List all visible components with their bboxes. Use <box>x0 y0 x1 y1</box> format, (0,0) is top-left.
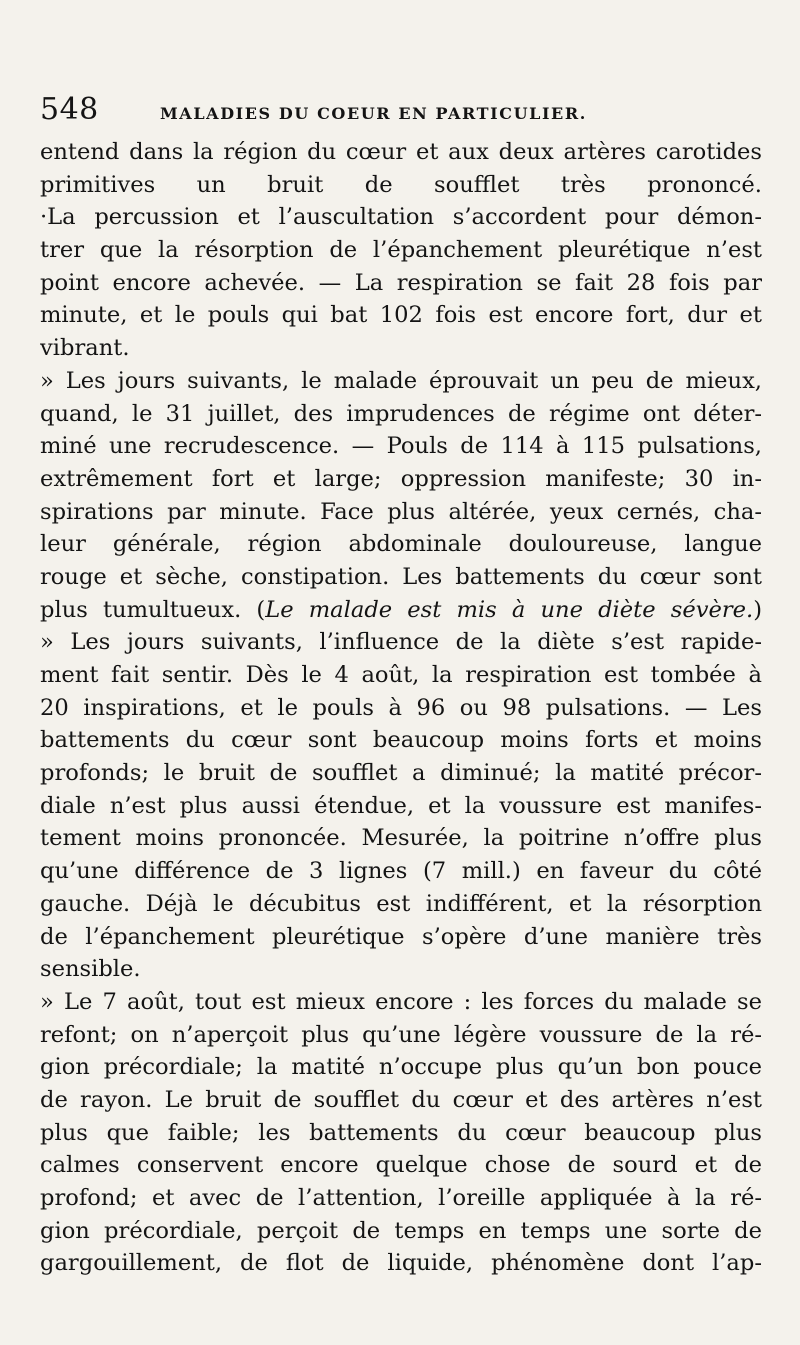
text-line: rouge et sèche, constipation. Les battements du cœur sont <box>40 563 762 590</box>
running-title: MALADIES DU COEUR EN PARTICULIER. <box>160 104 587 123</box>
text-line: » Les jours suivants, l’influence de la diète s’est rapide- <box>40 629 762 656</box>
text-line: plus tumultueux. (Le malade est mis à une diète sévère.) <box>40 596 762 623</box>
text-line: point encore achevée. — La respiration se fait 28 fois par <box>40 269 762 296</box>
text-line: leur générale, région abdominale douloureuse, langue <box>40 531 762 558</box>
text-line: profonds; le bruit de soufflet a diminué; la matité précor- <box>40 760 762 787</box>
text-line: entend dans la région du cœur et aux deux artères carotides <box>40 139 762 165</box>
text-line: spirations par minute. Face plus altérée, yeux cernés, cha- <box>40 498 762 525</box>
text-line: tement moins prononcée. Mesurée, la poitrine n’offre plus <box>40 825 762 852</box>
text-line: extrêmement fort et large; oppression manifeste; 30 in- <box>40 465 762 492</box>
text-line: battements du cœur sont beaucoup moins forts et moins <box>40 727 762 754</box>
text-line: 20 inspirations, et le pouls à 96 ou 98 pulsations. — Les <box>40 694 762 721</box>
text-line: gauche. Déjà le décubitus est indifférent, et la résorption <box>40 890 762 917</box>
body-text <box>40 136 762 1280</box>
page-header <box>40 92 762 136</box>
text-line: ·La percussion et l’auscultation s’accordent pour démon- <box>40 204 762 231</box>
text-line: profond; et avec de l’attention, l’oreille appliquée à la ré- <box>40 1185 762 1211</box>
text-line: calmes conservent encore quelque chose de sourd et de <box>40 1152 762 1179</box>
text-line: refont; on n’aperçoit plus qu’une légère voussure de la ré- <box>40 1021 762 1048</box>
text-line: de rayon. Le bruit de soufflet du cœur et des artères n’est <box>40 1086 762 1113</box>
book-page <box>40 92 762 1280</box>
text-line: ment fait sentir. Dès le 4 août, la respiration est tombée à <box>40 662 762 688</box>
text-line: gion précordiale; la matité n’occupe plus qu’un bon pouce <box>40 1054 762 1081</box>
text-line: miné une recrudescence. — Pouls de 114 à 115 pulsations, <box>40 433 762 460</box>
text-line: vibrant. <box>40 335 130 362</box>
text-line: gion précordiale, perçoit de temps en temps une sorte de <box>40 1217 762 1244</box>
text-line: quand, le 31 juillet, des imprudences de régime ont déter- <box>40 400 762 427</box>
text-line: minute, et le pouls qui bat 102 fois est encore fort, dur et <box>40 302 762 329</box>
text-line: trer que la résorption de l’épanchement pleurétique n’est <box>40 237 762 264</box>
text-line: » Le 7 août, tout est mieux encore : les forces du malade se <box>40 988 762 1015</box>
page-number: 548 <box>40 92 99 127</box>
text-line: plus que faible; les battements du cœur beaucoup plus <box>40 1119 762 1146</box>
text-line: primitives un bruit de soufflet très prononcé. <box>40 171 762 198</box>
text-line: qu’une différence de 3 lignes (7 mill.) en faveur du côté <box>40 858 762 885</box>
text-line: » Les jours suivants, le malade éprouvait un peu de mieux, <box>40 367 762 394</box>
text-line: gargouillement, de flot de liquide, phénomène dont l’ap- <box>40 1250 762 1277</box>
text-line: diale n’est plus aussi étendue, et la voussure est manifes- <box>40 792 762 819</box>
text-line: de l’épanchement pleurétique s’opère d’une manière très <box>40 923 762 950</box>
italic-note: Le malade est mis à une diète sévère. <box>265 596 754 623</box>
text-line: sensible. <box>40 956 141 983</box>
